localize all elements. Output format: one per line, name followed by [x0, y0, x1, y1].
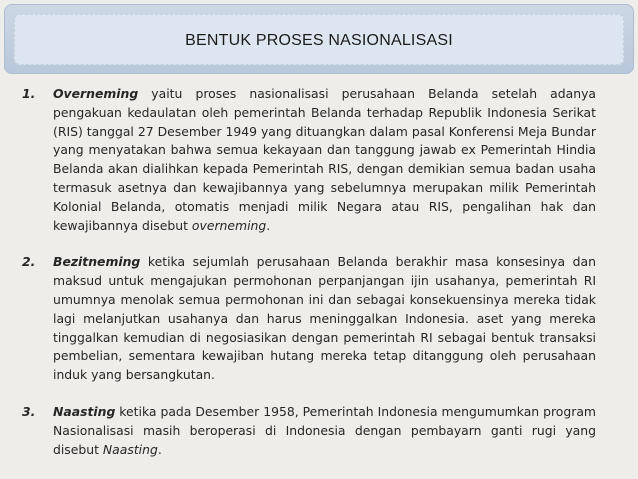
item-body: yaitu proses nasionalisasi perusahaan Belanda setelah adanya pengakuan kedaulatan oleh pemerintah Belanda terhadap Republik Indonesia Serikat (RIS) tanggal 27 Desember 1949 yang dituangkan dalam pasal Konferensi Meja Bundar yang menyatakan bahwa semua kekayaan dan tanggung jawab ex Pemerintah Hindia Belanda akan dialihkan kepada Pemerintah RIS, dengan demikian semua badan usaha termasuk asetnya dan kewajibannya yang sebelumnya merupakan milik Pemerintah Kolonial Belanda, otomatis menjadi milik Negara atau RIS, pengalihan hak dan kewajibannya disebut: [53, 86, 596, 233]
item-closing-term: overneming: [191, 217, 267, 233]
list-item: [22, 253, 596, 385]
item-term: Bezitneming: [53, 254, 141, 270]
list-item: [22, 403, 596, 459]
item-closing-term: Naasting: [102, 441, 158, 457]
item-text: [53, 85, 596, 235]
page-title: BENTUK PROSES NASIONALISASI: [185, 32, 453, 49]
list-item: [22, 85, 596, 235]
item-text: [53, 253, 596, 385]
item-number: 3.: [22, 403, 36, 419]
item-term: Overneming: [53, 86, 139, 101]
item-term: Naasting: [53, 403, 116, 419]
item-body: ketika sejumlah perusahaan Belanda berakhir masa konsesinya dan maksud untuk mengajukan permohonan perpanjangan ijin usahanya, pemerintah RI umumnya menolak semua permohonan ini dan sebagai konsekuensinya mereka tidak lagi melanjutkan usahanya dan harus meninggalkan Indonesia. aset yang mereka tinggalkan kemudian di negosiasikan dengan pemerintah RI sebagai bentuk transaksi pembelian, sementara kewajiban hutang mereka tetap ditanggung oleh perusahaan induk yang bersangkutan.: [53, 254, 596, 383]
item-text: [53, 403, 596, 459]
item-closing-punct: .: [266, 217, 271, 233]
item-number: 1.: [22, 86, 36, 101]
item-body: ketika pada Desember 1958, Pemerintah Indonesia mengumumkan program Nasionalisasi masih beroperasi di Indonesia dengan pembayarn ganti rugi yang disebut: [53, 403, 596, 457]
item-number: 2.: [22, 254, 36, 270]
content-list: [22, 85, 596, 477]
item-closing-punct: .: [157, 441, 162, 457]
